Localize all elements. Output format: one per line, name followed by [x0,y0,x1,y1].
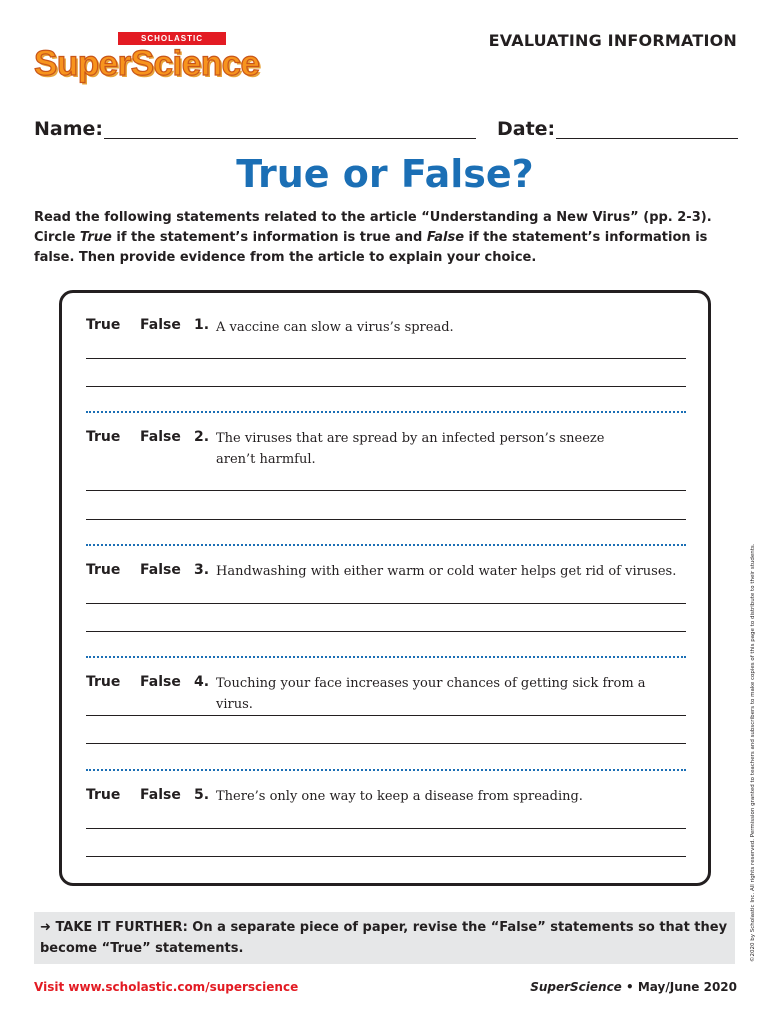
q5-false-option[interactable]: False [140,787,181,803]
issue-info [530,980,737,994]
scholastic-badge: SCHOLASTIC [118,32,226,45]
name-field[interactable] [104,138,476,139]
page-title: True or False? [236,152,534,196]
q2-false-option[interactable]: False [140,429,181,445]
q1-answer-line[interactable] [86,386,686,387]
take-it-further-text [40,917,730,959]
q3-true-option[interactable]: True [86,562,121,578]
issue-date: • May/June 2020 [621,980,737,994]
q3-false-option[interactable]: False [140,562,181,578]
instructions [34,208,739,268]
q2-statement: The viruses that are spread by an infected person’s sneeze aren’t harmful. [216,431,605,467]
q3-number: 3. [194,562,210,578]
instructions-part1: Read the following statements related to the article “Understanding a New Virus” (pp. 2-3). Circle [34,210,712,245]
q3-answer-line[interactable] [86,603,686,604]
q2-answer-line[interactable] [86,519,686,520]
instructions-part3: if the statement’s information is false. Then provide evidence from the article to explain your choice. [34,230,708,265]
q2-number: 2. [194,429,210,445]
q5-number: 5. [194,787,210,803]
question-divider [86,656,686,658]
copyright-notice: ©2020 by Scholastic Inc. All rights reserved. Permission granted to teachers and subscribers to make copies of this page to distribute to their students. [750,543,756,962]
q5-statement: There’s only one way to keep a disease from spreading. [216,789,583,804]
question-divider [86,411,686,413]
q5-answer-line[interactable] [86,856,686,857]
superscience-logo: SuperScience [34,44,260,83]
q2-answer-line[interactable] [86,490,686,491]
q1-answer-line[interactable] [86,358,686,359]
q2-true-option[interactable]: True [86,429,121,445]
q4-answer-line[interactable] [86,743,686,744]
q4-answer-line[interactable] [86,715,686,716]
instructions-part2: if the statement’s information is true and [111,230,427,245]
question-divider [86,544,686,546]
website-link[interactable]: Visit www.scholastic.com/superscience [34,980,299,994]
question-divider [86,769,686,771]
q3-statement: Handwashing with either warm or cold water helps get rid of viruses. [216,564,677,579]
q5-true-option[interactable]: True [86,787,121,803]
q4-true-option[interactable]: True [86,674,121,690]
q1-true-option[interactable]: True [86,317,121,333]
q1-false-option[interactable]: False [140,317,181,333]
take-it-further-heading: TAKE IT FURTHER: [55,920,188,935]
q1-number: 1. [194,317,210,333]
date-label: Date: [497,118,556,140]
q4-number: 4. [194,674,210,690]
section-label: EVALUATING INFORMATION [488,31,737,50]
name-label: Name: [34,118,104,140]
date-field[interactable] [556,138,738,139]
q3-answer-line[interactable] [86,631,686,632]
take-it-further-body: On a separate piece of paper, revise the “False” statements so that they become “True” statements. [40,920,728,956]
q1-statement: A vaccine can slow a virus’s spread. [216,320,454,335]
q4-statement: Touching your face increases your chances of getting sick from a virus. [216,676,646,712]
magazine-name: SuperScience [530,980,622,994]
arrow-icon: ➜ [40,920,51,935]
instructions-false-word: False [426,230,465,245]
q4-false-option[interactable]: False [140,674,181,690]
q5-answer-line[interactable] [86,828,686,829]
instructions-true-word: True [79,230,112,245]
